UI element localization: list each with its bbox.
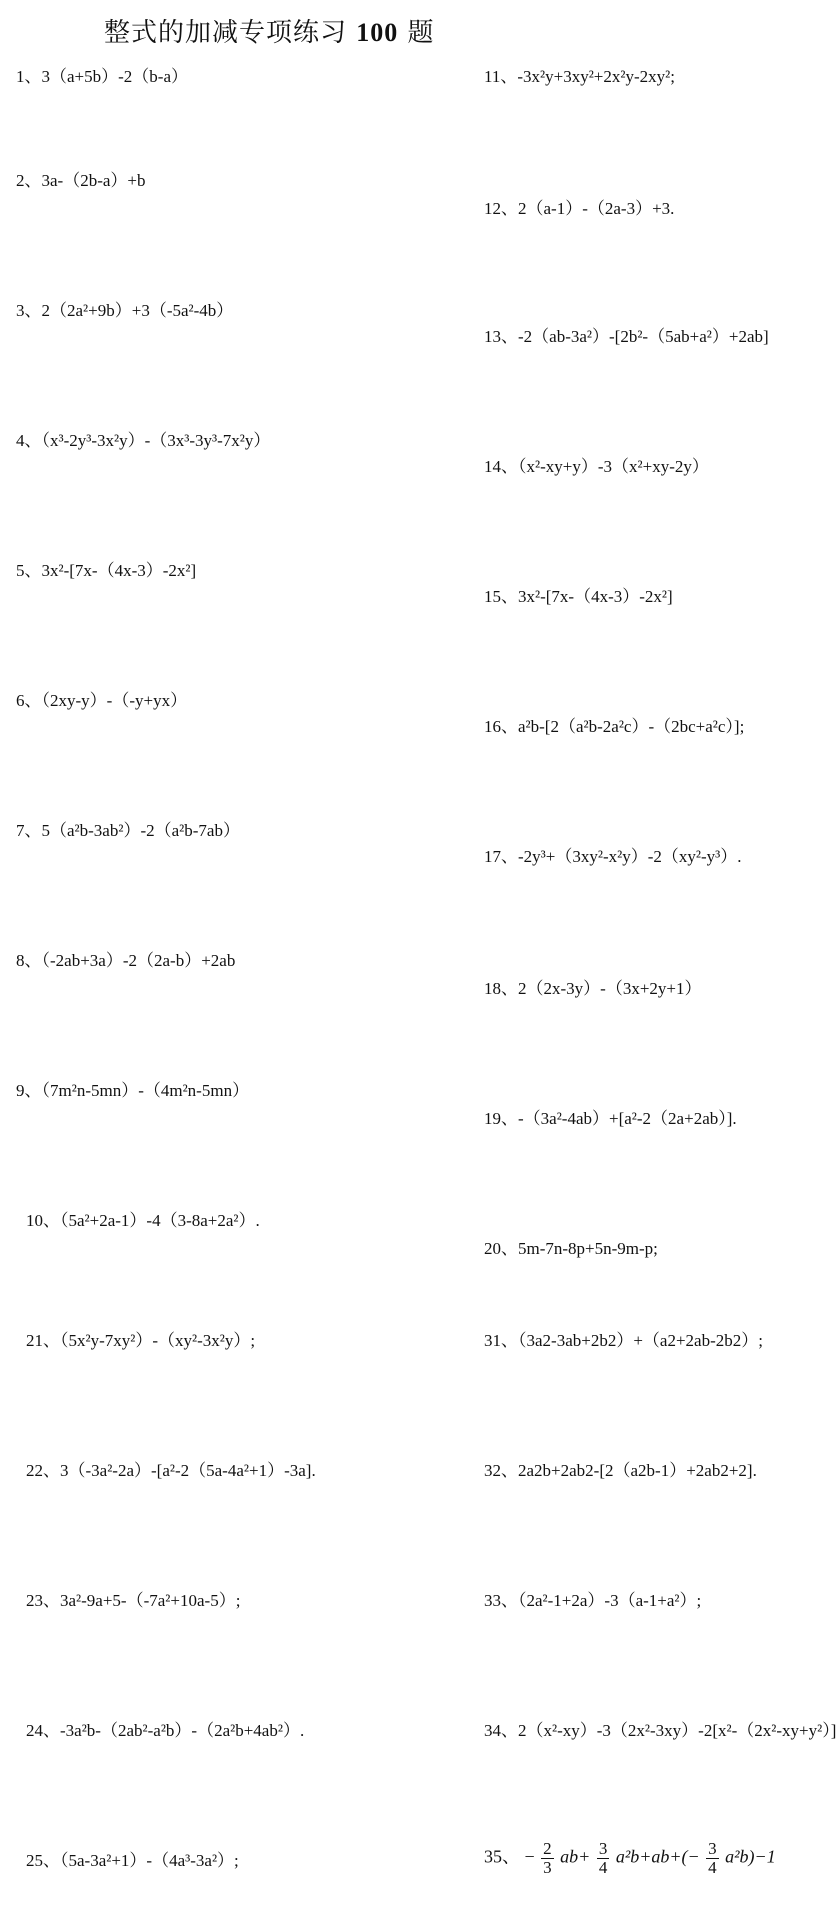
- problem-35-fraction-1: [541, 1840, 554, 1877]
- problem-35-fraction-2: [597, 1840, 610, 1877]
- problem-21: 21、（5x²y-7xy²）-（xy²-3x²y）;: [26, 1331, 256, 1350]
- problem-6: 6、（2xy-y）-（-y+yx）: [16, 691, 188, 710]
- problem-3: 3、2（2a²+9b）+3（-5a²-4b）: [16, 301, 234, 320]
- problem-35-minus: −: [524, 1846, 535, 1867]
- problem-7: 7、5（a²b-3ab²）-2（a²b-7ab）: [16, 821, 240, 840]
- problem-17: 17、-2y³+（3xy²-x²y）-2（xy²-y³）.: [484, 847, 742, 866]
- fraction-1-denominator: 3: [543, 1857, 552, 1877]
- problem-31: 31、（3a2-3ab+2b2）+（a2+2ab-2b2）;: [484, 1331, 763, 1350]
- title-number: 100: [356, 18, 399, 47]
- fraction-1-numerator: 2: [543, 1839, 552, 1858]
- problem-11: 11、-3x²y+3xy²+2x²y-2xy²;: [484, 67, 675, 86]
- problem-20: 20、5m-7n-8p+5n-9m-p;: [484, 1239, 658, 1258]
- problem-35-term-ab: ab+: [560, 1846, 591, 1867]
- problem-12: 12、2（a-1）-（2a-3）+3.: [484, 199, 675, 218]
- problem-8: 8、（-2ab+3a）-2（2a-b）+2ab: [16, 951, 236, 970]
- problem-19: 19、-（3a²-4ab）+[a²-2（2a+2ab）].: [484, 1109, 737, 1128]
- problem-14: 14、（x²-xy+y）-3（x²+xy-2y）: [484, 457, 709, 476]
- problem-23: 23、3a²-9a+5-（-7a²+10a-5）;: [26, 1591, 241, 1610]
- problem-35-fraction-3: [706, 1840, 719, 1877]
- problem-24: 24、-3a²b-（2ab²-a²b）-（2a²b+4ab²）.: [26, 1721, 305, 1740]
- problem-10: 10、（5a²+2a-1）-4（3-8a+2a²）.: [26, 1211, 260, 1230]
- problem-9: 9、（7m²n-5mn）-（4m²n-5mn）: [16, 1081, 250, 1100]
- problem-33: 33、（2a²-1+2a）-3（a-1+a²）;: [484, 1591, 702, 1610]
- problem-5: 5、3x²-[7x-（4x-3）-2x²]: [16, 561, 197, 580]
- problem-18: 18、2（2x-3y）-（3x+2y+1）: [484, 979, 702, 998]
- problem-25: 25、（5a-3a²+1）-（4a³-3a²）;: [26, 1851, 239, 1870]
- title-suffix: 题: [407, 18, 435, 48]
- fraction-2-numerator: 3: [598, 1839, 608, 1858]
- problem-35-label: 35、: [484, 1846, 520, 1867]
- problem-32: 32、2a2b+2ab2-[2（a2b-1）+2ab2+2].: [484, 1461, 757, 1480]
- problem-22: 22、3（-3a²-2a）-[a²-2（5a-4a²+1）-3a].: [26, 1461, 316, 1480]
- problem-35: [484, 1840, 776, 1877]
- title-text: 整式的加减专项练习: [104, 18, 348, 48]
- problem-2: 2、3a-（2b-a）+b: [16, 171, 146, 190]
- problem-35-term-end: a²b)−1: [725, 1846, 776, 1867]
- problem-13: 13、-2（ab-3a²）-[2b²-（5ab+a²）+2ab]: [484, 327, 769, 346]
- fraction-3-denominator: 4: [708, 1857, 717, 1877]
- problem-1: 1、3（a+5b）-2（b-a）: [16, 67, 189, 86]
- problem-16: 16、a²b-[2（a²b-2a²c）-（2bc+a²c）];: [484, 717, 745, 736]
- problem-15: 15、3x²-[7x-（4x-3）-2x²]: [484, 587, 673, 606]
- problem-34: 34、2（x²-xy）-3（2x²-3xy）-2[x²-（2x²-xy+y²）]: [484, 1721, 836, 1740]
- problem-35-term-mid: a²b+ab+(−: [615, 1846, 700, 1867]
- problem-4: 4、（x³-2y³-3x²y）-（3x³-3y³-7x²y）: [16, 431, 271, 450]
- fraction-2-denominator: 4: [598, 1857, 608, 1877]
- page-title: [104, 12, 435, 49]
- fraction-3-numerator: 3: [708, 1839, 717, 1858]
